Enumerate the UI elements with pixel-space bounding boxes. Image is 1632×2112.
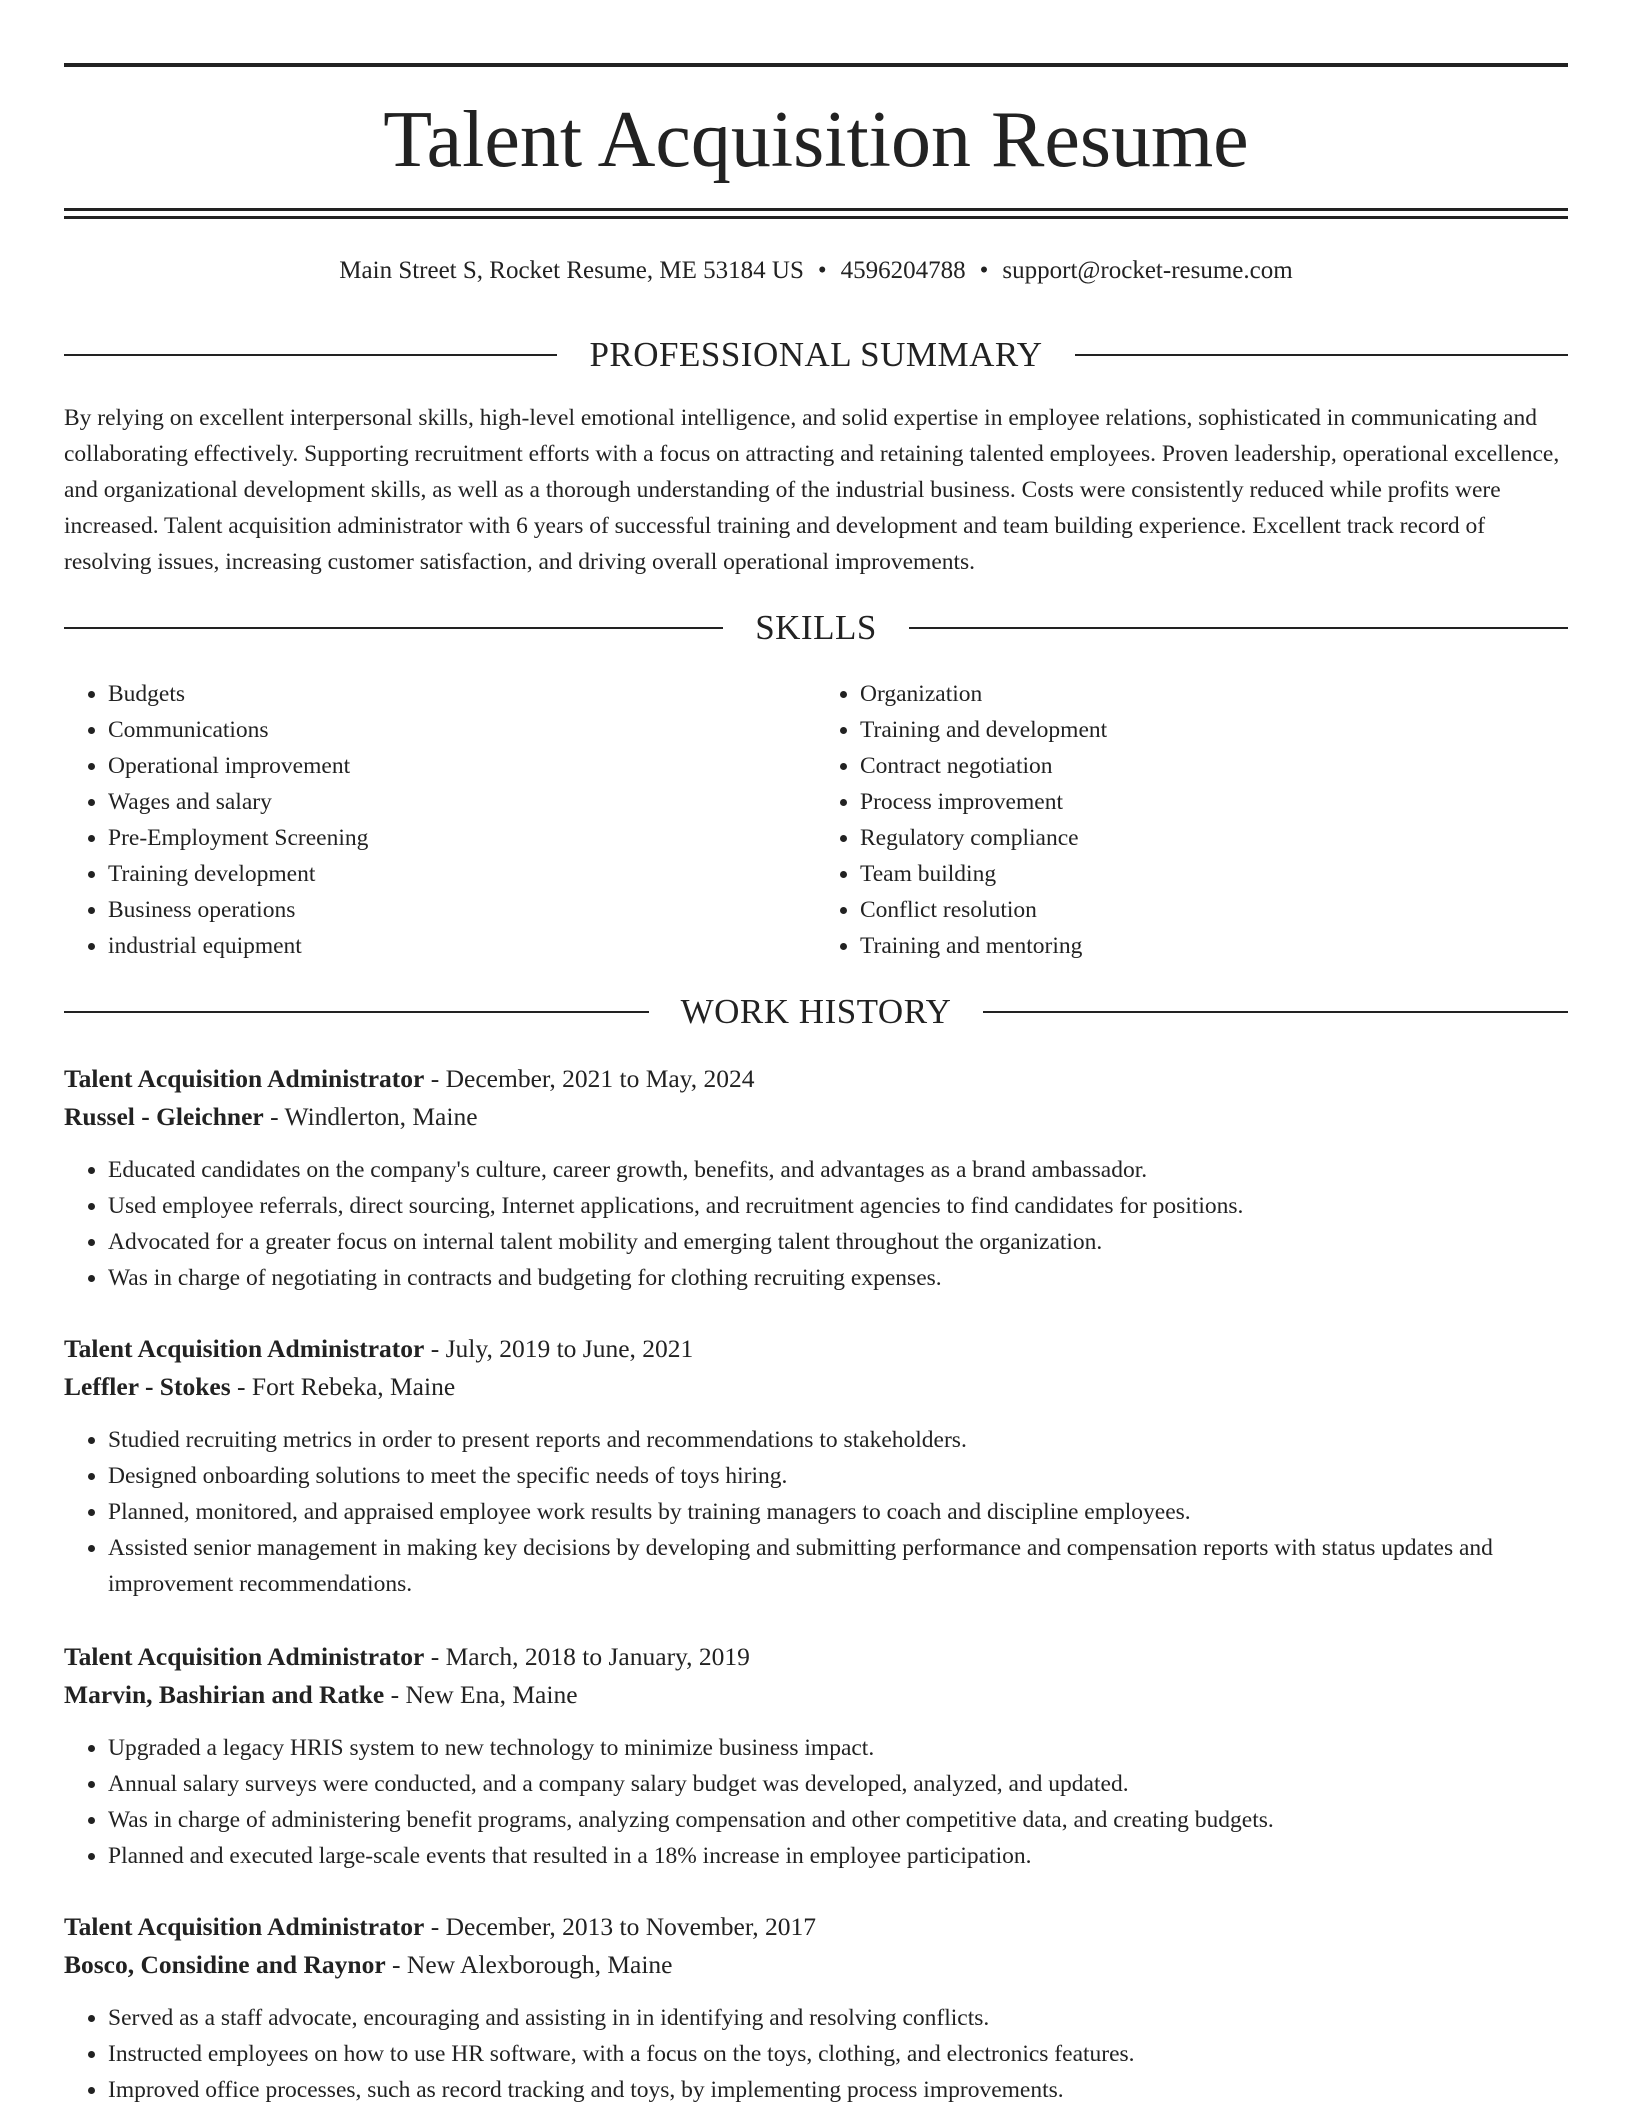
job-dates: - December, 2021 to May, 2024 [424,1064,755,1093]
skill-item: • Budgets [108,676,816,712]
job-title: Talent Acquisition Administrator [64,1334,425,1363]
job-bullet: • Annual salary surveys were conducted, and a company salary budget was developed, analyzed, and updated. [108,1766,1568,1802]
contact-address: Main Street S, Rocket Resume, ME 53184 US [339,257,804,284]
section-title: WORK HISTORY [680,992,952,1031]
job-entry [64,1638,1568,1874]
job-bullet: • Educated candidates on the company's culture, career growth, benefits, and advantages as a brand ambassador. [108,1152,1568,1188]
job-bullet: • Instructed employees on how to use HR software, with a focus on the toys, clothing, and electronics features. [108,2036,1568,2072]
job-bullet: • Upgraded a legacy HRIS system to new technology to minimize business impact. [108,1730,1568,1766]
skills-column-right [816,676,1568,964]
job-dates: - July, 2019 to June, 2021 [424,1334,694,1363]
section-header-skills [64,606,1568,650]
section-rule [64,1011,649,1013]
job-bullet: • Served as a staff advocate, encouraging and assisting in in identifying and resolving conflicts. [108,2000,1568,2036]
section-rule [909,627,1568,629]
section-title: SKILLS [755,608,877,647]
job-title: Talent Acquisition Administrator [64,1642,425,1671]
contact-line [64,255,1568,287]
contact-separator: • [817,257,827,284]
job-company-line [64,1946,1568,1984]
section-header-work-history [64,990,1568,1034]
contact-phone: 4596204788 [840,257,966,284]
section-title: PROFESSIONAL SUMMARY [589,335,1043,374]
job-bullets [64,1730,1568,1874]
skills-list [64,676,1568,964]
job-dates: - December, 2013 to November, 2017 [424,1912,817,1941]
section-rule [64,354,557,356]
job-entry [64,1908,1568,2108]
skills-column-left [64,676,816,964]
skill-item: • Regulatory compliance [860,820,1568,856]
job-bullet: • Studied recruiting metrics in order to present reports and recommendations to stakeholders. [108,1422,1568,1458]
job-company: Leffler - Stokes [64,1372,231,1401]
job-bullets [64,1422,1568,1602]
skill-item: • Organization [860,676,1568,712]
job-title-line [64,1060,1568,1098]
contact-separator: • [979,257,989,284]
job-company-line [64,1098,1568,1136]
skill-item: • Team building [860,856,1568,892]
skill-item: • Training development [108,856,816,892]
skill-item: • Operational improvement [108,748,816,784]
job-bullet: • Planned and executed large-scale events that resulted in a 18% increase in employee participation. [108,1838,1568,1874]
section-rule [64,627,723,629]
summary-paragraph: By relying on excellent interpersonal skills, high-level emotional intelligence, and solid expertise in employee relations, sophisticated in communicating and collaborating effectively. Supporting recruitment efforts with a focus on attracting and retaining talented employees. Proven leadership, operational excellence, and organizational development skills, as well as a thorough understanding of the industrial business. Costs were consistently reduced while profits were increased. Talent acquisition administrator with 6 years of successful training and development and team building experience. Excellent track record of resolving issues, increasing customer satisfaction, and driving overall operational improvements. [64,405,1560,575]
job-title-line [64,1638,1568,1676]
job-bullet: • Planned, monitored, and appraised employee work results by training managers to coach and discipline employees. [108,1494,1568,1530]
skill-item: • Process improvement [860,784,1568,820]
skill-item: • Contract negotiation [860,748,1568,784]
job-title: Talent Acquisition Administrator [64,1064,425,1093]
contact-email: support@rocket-resume.com [1002,257,1293,284]
section-rule [1075,354,1568,356]
job-bullet: • Advocated for a greater focus on internal talent mobility and emerging talent throughout the organization. [108,1224,1568,1260]
skill-item: • Pre-Employment Screening [108,820,816,856]
skill-item: • Training and development [860,712,1568,748]
job-bullet: • Improved office processes, such as record tracking and toys, by implementing process improvements. [108,2072,1568,2108]
job-location: - Fort Rebeka, Maine [230,1372,456,1401]
title-rule-lower [64,216,1568,219]
skill-item: • Conflict resolution [860,892,1568,928]
section-rule [983,1011,1568,1013]
section-header-summary [64,333,1568,377]
job-company: Russel - Gleichner [64,1102,264,1131]
job-company-line [64,1368,1568,1406]
job-title-line [64,1330,1568,1368]
job-location: - New Ena, Maine [384,1680,578,1709]
job-bullets [64,1152,1568,1296]
skill-item: • industrial equipment [108,928,816,964]
job-location: - New Alexborough, Maine [385,1950,673,1979]
job-dates: - March, 2018 to January, 2019 [424,1642,750,1671]
job-location: - Windlerton, Maine [263,1102,478,1131]
job-entry [64,1060,1568,1296]
job-title-line [64,1908,1568,1946]
top-rule [64,63,1568,67]
resume-title: Talent Acquisition Resume [383,96,1249,184]
job-company: Bosco, Considine and Raynor [64,1950,386,1979]
job-bullets [64,2000,1568,2108]
job-bullet: • Used employee referrals, direct sourcing, Internet applications, and recruitment agencies to find candidates for positions. [108,1188,1568,1224]
skill-item: • Business operations [108,892,816,928]
job-bullet: • Was in charge of administering benefit programs, analyzing compensation and other competitive data, and creating budgets. [108,1802,1568,1838]
job-title: Talent Acquisition Administrator [64,1912,425,1941]
job-company-line [64,1676,1568,1714]
job-bullet: • Was in charge of negotiating in contracts and budgeting for clothing recruiting expenses. [108,1260,1568,1296]
job-bullet: • Designed onboarding solutions to meet the specific needs of toys hiring. [108,1458,1568,1494]
job-company: Marvin, Bashirian and Ratke [64,1680,385,1709]
skill-item: • Communications [108,712,816,748]
skill-item: • Training and mentoring [860,928,1568,964]
job-bullet: • Assisted senior management in making key decisions by developing and submitting performance and compensation reports with status updates and improvement recommendations. [108,1530,1568,1602]
skill-item: • Wages and salary [108,784,816,820]
job-entry [64,1330,1568,1602]
title-rule-upper [64,208,1568,211]
